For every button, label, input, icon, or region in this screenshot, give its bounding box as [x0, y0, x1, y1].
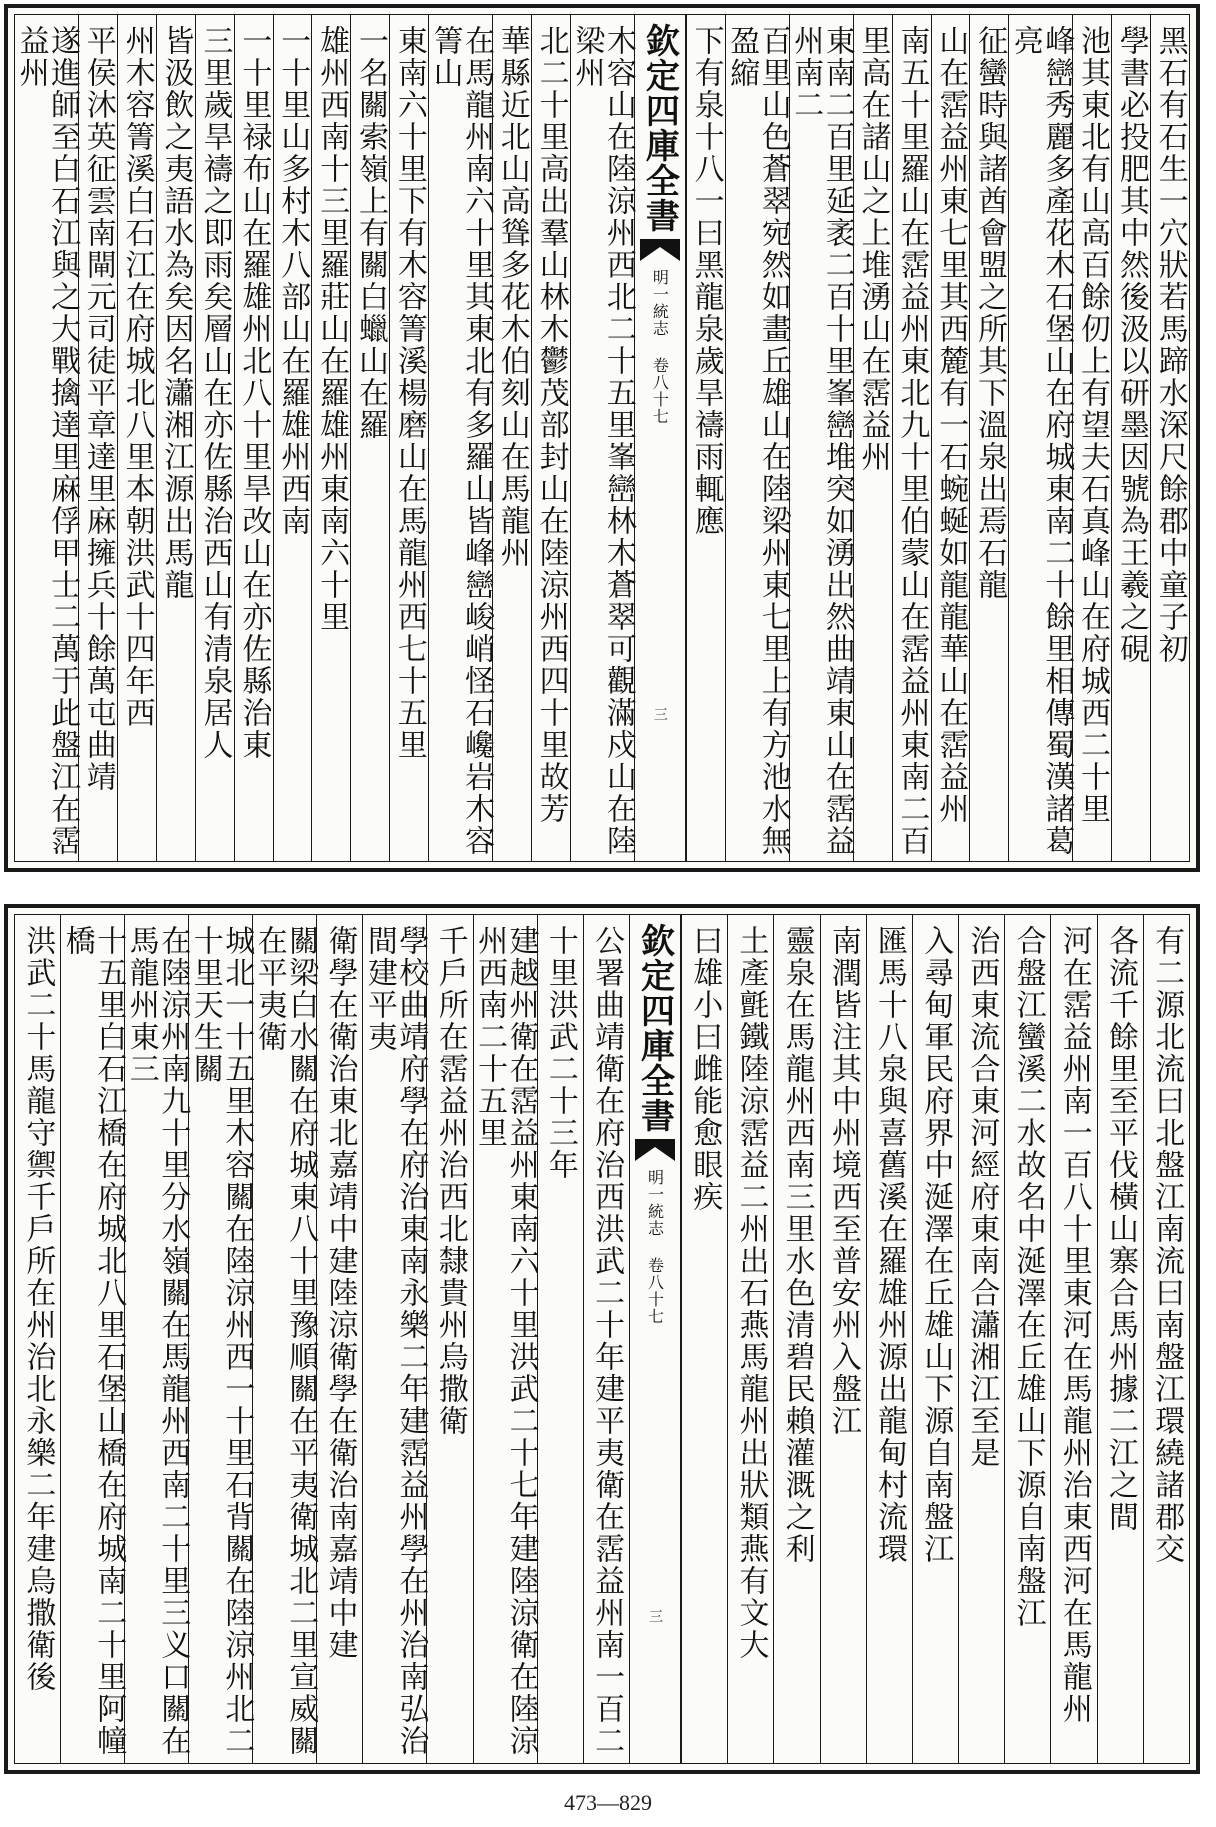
- text-column: 下有泉十八一曰黑龍泉歲旱禱雨輒應: [686, 15, 725, 861]
- text-column: 入尋甸軍民府界中涎澤在丘雄山下源自南盤江: [912, 915, 958, 1763]
- text-column: 河在霑益州南一百八十里東河在馬龍州治東西河在馬龍州: [1050, 915, 1096, 1763]
- text-column: 州木容箐溪白石江在府城北八里本朝洪武十四年西: [117, 15, 156, 861]
- text-column: 十里洪武二十三年: [537, 915, 583, 1763]
- folio-number: 三: [646, 1609, 663, 1623]
- text-column: 里高在諸山之上堆湧山在霑益州: [853, 15, 892, 861]
- page-number: 473—829: [564, 1790, 652, 1815]
- center-fold-column: [629, 915, 681, 1763]
- text-column: 平侯沐英征雲南閘元司徒平章達里麻擁兵十餘萬屯曲靖: [78, 15, 117, 861]
- text-column: 東南六十里下有木容箐溪楊磨山在馬龍州西七十五里: [389, 15, 428, 861]
- text-column: 峰巒秀麗多產花木石堡山在府城東南二十餘里相傳蜀漢諸葛亮: [1008, 15, 1072, 861]
- text-column: 南潤皆注其中州境西至普安州入盤江: [820, 915, 866, 1763]
- book-title: 欽定四庫全書: [639, 23, 680, 233]
- text-column: 北二十里高出羣山林木鬱茂部封山在陸涼州西四十里故芳: [531, 15, 570, 861]
- text-column: 關梁白水關在府城東八十里豫順關在平夷衛城北二里宣威關在平夷衛: [252, 915, 316, 1763]
- bottom-page: [4, 904, 1200, 1774]
- text-column: 建越州衛在霑益州東南六十里洪武二十七年建陸涼衛在陸涼州西南二十五里: [473, 915, 537, 1763]
- text-column: 公署曲靖衛在府治西洪武二十年建平夷衛在霑益州南一百二: [583, 915, 629, 1763]
- bottom-columns: [15, 915, 1189, 1763]
- text-column: 黑石有石生一穴狀若馬蹄水深尺餘郡中童子初: [1150, 15, 1189, 861]
- top-page: [4, 4, 1200, 872]
- text-column: 皆汲飲之夷語水為矣因名瀟湘江源出馬龍: [156, 15, 195, 861]
- top-page-frame: [14, 14, 1190, 862]
- text-column: 華縣近北山高聳多花木伯刻山在馬龍州: [492, 15, 531, 861]
- text-column: 征蠻時與諸酋會盟之所其下溫泉出焉石龍: [969, 15, 1008, 861]
- text-column: 三里歲旱禱之即雨矣層山在亦佐縣治西山有清泉居人: [195, 15, 234, 861]
- top-columns: [15, 15, 1189, 861]
- center-fold-column: [634, 15, 686, 861]
- text-column: 十五里白石江橋在府城北八里石堡山橋在府城南二十里阿幢橋: [60, 915, 124, 1763]
- text-column: 學校曲靖府學在府治東南永樂二年建霑益州學在州治南弘治間建平夷: [362, 915, 426, 1763]
- text-column: 治西東流合東河經府東南合瀟湘江至是: [958, 915, 1004, 1763]
- text-column: 有二源北流曰北盤江南流曰南盤江環繞諸郡交: [1143, 915, 1189, 1763]
- text-column: 曰雄小曰雌能愈眼疾: [681, 915, 727, 1763]
- text-column: 千戶所在霑益州治西北隸貴州烏撒衛: [426, 915, 472, 1763]
- folio-number: 三: [651, 707, 668, 721]
- text-column: 城北一十五里木容關在陸涼州西一十里石背關在陸涼州北二十里天生關: [188, 915, 252, 1763]
- text-column: 百里山色蒼翠宛然如畫丘雄山在陸梁州東七里上有方池水無盈縮: [725, 15, 789, 861]
- text-column: 一十里山多村木八部山在羅雄州西南: [273, 15, 312, 861]
- text-column: 靈泉在馬龍州西南三里水色清碧民賴灌溉之利: [773, 915, 819, 1763]
- text-column: 在陸涼州南九十里分水嶺關在馬龍州西南二十里三义口關在馬龍州東三: [124, 915, 188, 1763]
- text-column: 衛學在衛治東北嘉靖中建陸涼衛學在衛治南嘉靖中建: [316, 915, 362, 1763]
- text-column: 土產氈鐵陸涼霑益二州出石燕馬龍州出狀類燕有文大: [727, 915, 773, 1763]
- book-title: 欽定四庫全書: [634, 923, 675, 1133]
- juan-label: 明一統志 卷八十七: [650, 269, 670, 425]
- text-column: 雄州西南十三里羅莊山在羅雄州東南六十里: [311, 15, 350, 861]
- text-column: 匯馬十八泉與喜舊溪在羅雄州源出龍甸村流環: [866, 915, 912, 1763]
- text-column: 遂進師至白石江與之大戰擒達里麻俘甲士二萬于此盤江在霑益州: [13, 25, 81, 857]
- text-column: 各流千餘里至平伐橫山寨合馬州據二江之間: [1097, 915, 1143, 1763]
- text-column: 南五十里羅山在霑益州東北九十里伯蒙山在霑益州東南二百: [892, 15, 931, 861]
- juan-label: 明一統志 卷八十七: [645, 1169, 665, 1325]
- text-column: 山在霑益州東七里其西麓有一石蜿蜒如龍龍華山在霑益州: [931, 15, 970, 861]
- fishtail-mark-icon: [635, 1139, 675, 1161]
- text-column: 學書必投肥其中然後汲以研墨因號為王羲之硯: [1111, 15, 1150, 861]
- text-column: 池其東北有山高百餘仞上有望夫石真峰山在府城西二十里: [1072, 15, 1111, 861]
- fishtail-mark-icon: [640, 239, 680, 261]
- text-column: 木容山在陸涼州西北二十五里峯巒林木蒼翠可觀滿戍山在陸梁州: [570, 15, 634, 861]
- text-column: 東南二百里延袤二百十里峯巒堆突如湧出然曲靖東山在霑益州南二: [789, 15, 853, 861]
- text-column: 一名關索嶺上有關白蠟山在羅: [350, 15, 389, 861]
- text-column: 洪武二十馬龍守禦千戶所在州治北永樂二年建烏撒衛後: [20, 925, 56, 1693]
- bottom-page-frame: [14, 914, 1190, 1764]
- text-column: 在馬龍州南六十里其東北有多羅山皆峰巒峻峭怪石巉岩木容箐山: [428, 15, 492, 861]
- text-column: 一十里禄布山在羅雄州北八十里旱改山在亦佐縣治東: [234, 15, 273, 861]
- text-column: 合盤江蠻溪二水故名中涎澤在丘雄山下源自南盤江: [1004, 915, 1050, 1763]
